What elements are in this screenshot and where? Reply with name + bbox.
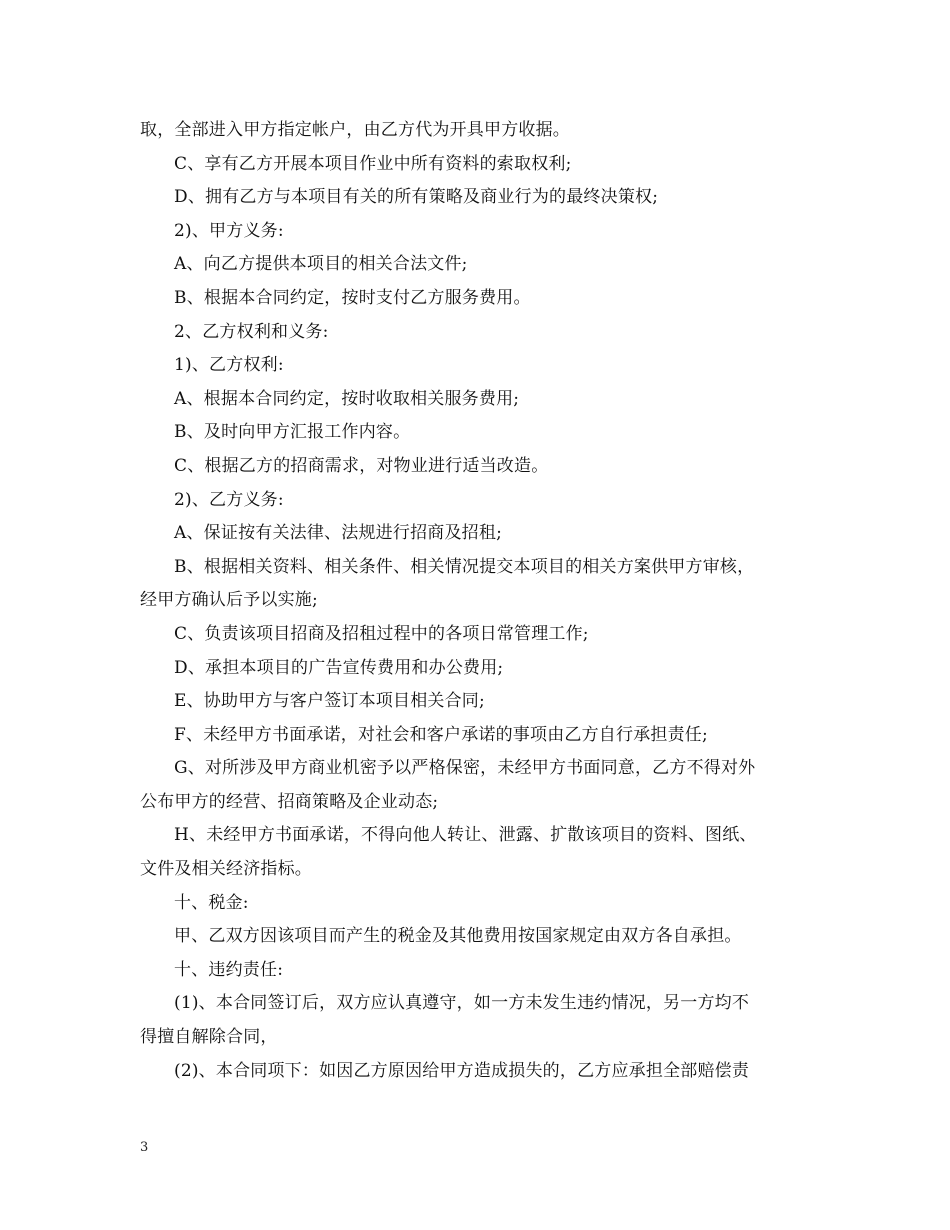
- text-line: 2、乙方权利和义务:: [174, 321, 329, 342]
- text-line: A、向乙方提供本项目的相关合法文件;: [174, 254, 468, 275]
- text-line: C、负责该项目招商及招租过程中的各项日常管理工作;: [174, 623, 589, 644]
- text-line: 公布甲方的经营、招商策略及企业动态;: [140, 791, 439, 812]
- text-line: 文件及相关经济指标。: [140, 859, 312, 880]
- text-line: C、享有乙方开展本项目作业中所有资料的索取权利;: [174, 153, 572, 174]
- text-line: C、根据乙方的招商需求，对物业进行适当改造。: [174, 455, 549, 476]
- text-line: E、协助甲方与客户签订本项目相关合同;: [174, 691, 485, 712]
- text-line: D、承担本项目的广告宣传费用和办公费用;: [174, 657, 504, 678]
- text-line: 1)、乙方权利:: [174, 355, 284, 376]
- text-line: B、根据相关资料、相关条件、相关情况提交本项目的相关方案供甲方审核，: [174, 556, 755, 577]
- text-line: 得擅自解除合同，: [140, 1027, 278, 1048]
- text-line: (1)、本合同签订后，双方应认真遵守，如一方未发生违约情况，另一方均不: [174, 993, 750, 1014]
- text-line: 十、违约责任:: [174, 959, 284, 980]
- text-line: F、未经甲方书面承诺，对社会和客户承诺的事项由乙方自行承担责任;: [174, 724, 708, 745]
- text-line: A、根据本合同约定，按时收取相关服务费用;: [174, 388, 520, 409]
- document-body: [140, 114, 812, 1088]
- text-line: 取，全部进入甲方指定帐户，由乙方代为开具甲方收据。: [140, 120, 570, 140]
- text-line: G、对所涉及甲方商业机密予以严格保密，未经甲方书面同意，乙方不得对外: [174, 758, 756, 779]
- text-line: 2)、乙方义务:: [174, 489, 284, 510]
- page-number: 3: [140, 1140, 149, 1155]
- text-line: 2)、甲方义务:: [174, 220, 284, 241]
- text-line: 十、税金:: [174, 892, 249, 913]
- text-line: H、未经甲方书面承诺，不得向他人转让、泄露、扩散该项目的资料、图纸、: [174, 825, 757, 846]
- text-line: B、根据本合同约定，按时支付乙方服务费用。: [174, 287, 531, 308]
- text-line: 经甲方确认后予以实施;: [140, 590, 318, 611]
- text-line: (2)、本合同项下：如因乙方原因给甲方造成损失的，乙方应承担全部赔偿责: [174, 1060, 750, 1081]
- text-line: A、保证按有关法律、法规进行招商及招租;: [174, 523, 503, 544]
- text-line: D、拥有乙方与本项目有关的所有策略及商业行为的最终决策权;: [174, 187, 659, 208]
- text-line: 甲、乙双方因该项目而产生的税金及其他费用按国家规定由双方各自承担。: [174, 926, 742, 947]
- text-line: B、及时向甲方汇报工作内容。: [174, 422, 411, 443]
